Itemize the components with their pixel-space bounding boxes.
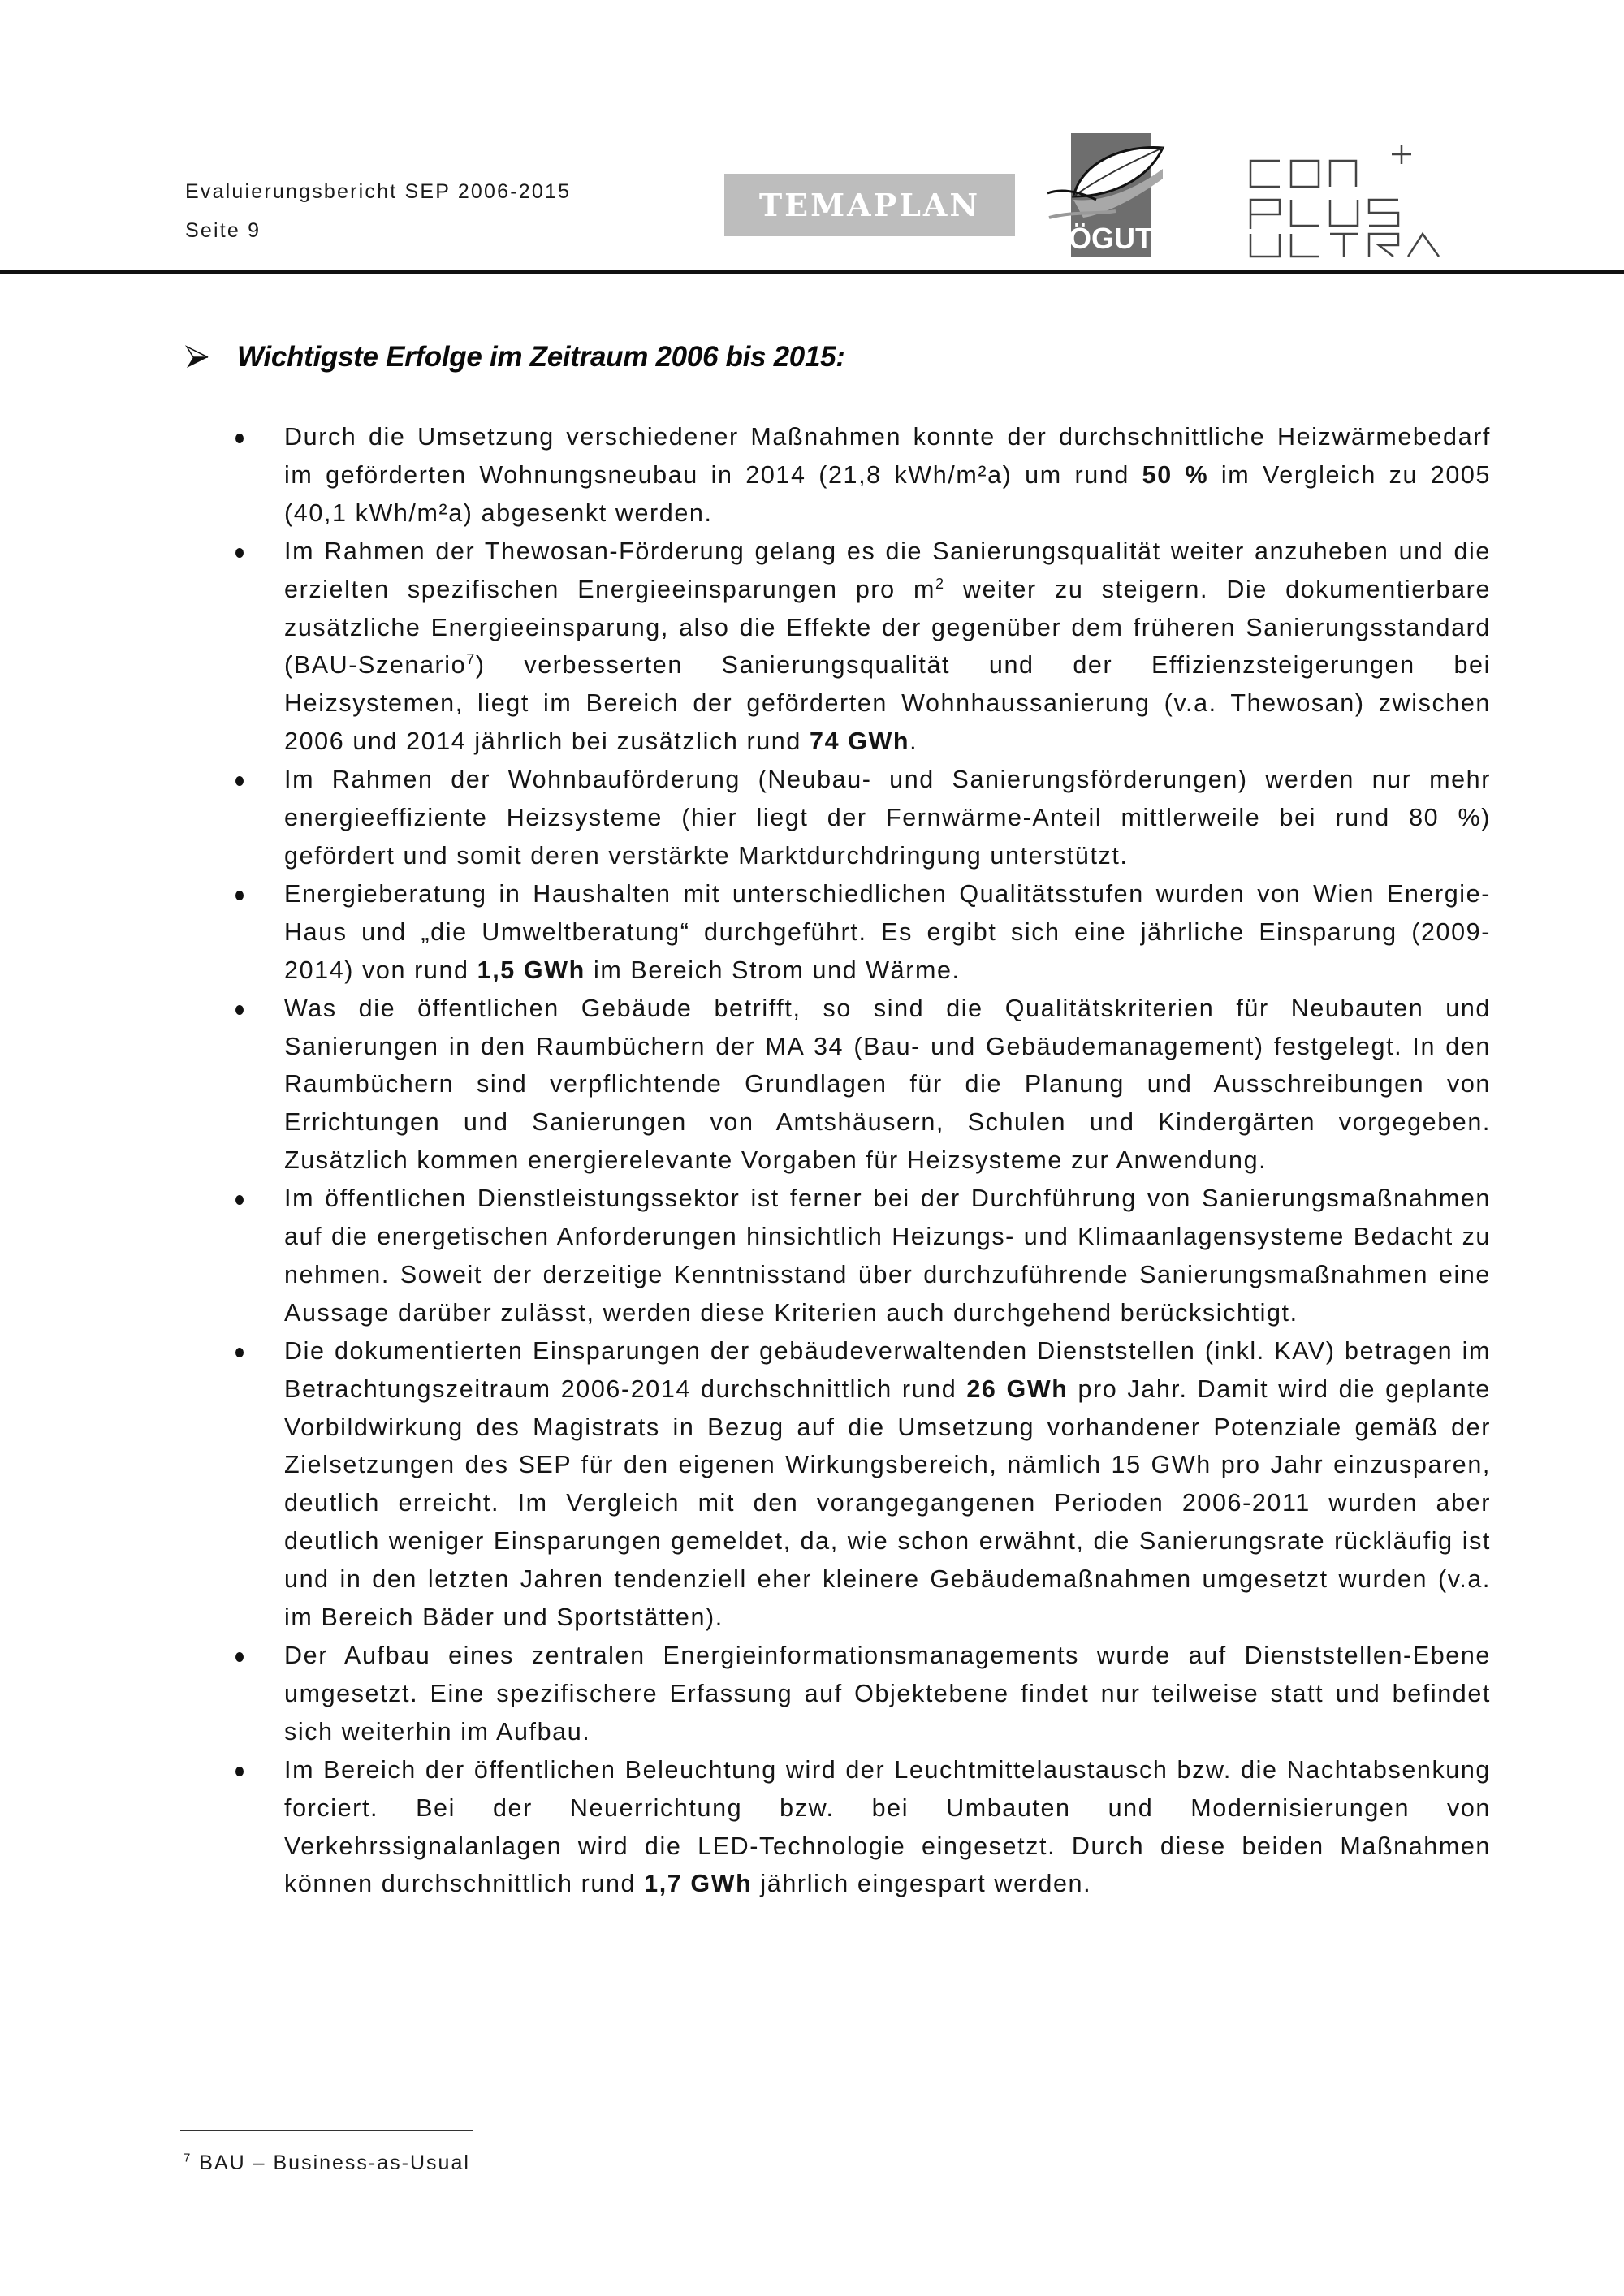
header-divider bbox=[0, 270, 1624, 274]
temaplan-logo-text: TEMAPLAN bbox=[758, 187, 981, 223]
list-item bbox=[235, 1751, 1491, 1904]
bullet-icon bbox=[235, 1195, 244, 1205]
ogut-logo bbox=[1041, 130, 1179, 260]
list-item-text: Im öffentlichen Dienstleistungssektor ist ferner bei der Durchführung von Sanierungsmaßnahmen auf die energetischen Anforderungen hinsichtlich Heizungs- und Klimaanlagensysteme Bedacht zu nehmen. Soweit der derzeitige Kenntnisstand über durchzuführende Sanierungsmaßnahmen eine Aussage darüber zulässt, werden diese Kriterien auch durchgehend berücksichtigt. bbox=[284, 1185, 1491, 1327]
highlight-value: 1,7 GWh bbox=[644, 1870, 753, 1898]
footnote bbox=[184, 2151, 470, 2175]
document-title: Evaluierungsbericht SEP 2006-2015 bbox=[185, 180, 572, 203]
list-item-text: . bbox=[909, 727, 918, 756]
ogut-logo-text: ÖGUT bbox=[1069, 222, 1153, 255]
bullet-icon bbox=[235, 1348, 244, 1357]
section-heading bbox=[185, 341, 845, 373]
bullet-icon bbox=[235, 548, 244, 558]
footnote-divider bbox=[180, 2130, 473, 2131]
bullet-icon bbox=[235, 434, 244, 443]
list-item-text: weiter zu steigern. Die dokumentierbare zusätzliche Energieeinsparung, also die Effekte der gegenüber dem früheren Sanierungsstandard (BAU-Szenario bbox=[284, 575, 1492, 680]
highlight-value: 1,5 GWh bbox=[477, 956, 585, 984]
list-item-text: pro Jahr. Damit wird die geplante Vorbildwirkung des Magistrats in Bezug auf die Umsetzung vorhandener Potenziale gemäß der Zielsetzungen des SEP für den eigenen Wirkungsbereich, nämlich 15 GWh pro Jahr einzusparen, deutlich erreicht. Im Vergleich mit den vorangegangenen Perioden 2006-2011 wurden aber deutlich weniger Einsparungen gemeldet, da, wie schon erwähnt, die Sanierungsrate rückläufig ist und in den letzten Jahren tendenziell eher kleinere Gebäudemaßnahmen umgesetzt wurden (v.a. im Bereich Bäder und Sportstätten). bbox=[284, 1375, 1491, 1632]
highlight-value: 50 % bbox=[1142, 460, 1209, 489]
footnote-number: 7 bbox=[184, 2151, 192, 2165]
superscript: 2 bbox=[935, 575, 945, 592]
temaplan-logo bbox=[724, 174, 1015, 236]
list-item-text: Im Rahmen der Wohnbauförderung (Neubau- und Sanierungsförderungen) werden nur mehr energieeffiziente Heizsysteme (hier liegt der Fernwärme-Anteil mittlerweile bei rund 80 %) gefördert und somit deren verstärkte Marktdurchdringung unterstützt. bbox=[284, 766, 1491, 870]
achievements-list bbox=[235, 418, 1491, 1903]
superscript: 7 bbox=[466, 651, 476, 668]
list-item-text: ) verbesserten Sanierungsqualität und der Effizienzsteigerungen bei Heizsystemen, liegt im Bereich der geförderten Wohnhaussanierung (v.a. Thewosan) zwischen 2006 und 2014 jährlich bei zusätzlich rund bbox=[284, 651, 1491, 756]
bullet-icon bbox=[235, 1767, 244, 1776]
bullet-icon bbox=[235, 891, 244, 900]
list-item-text: im Bereich Strom und Wärme. bbox=[585, 956, 961, 984]
footnote-text: BAU – Business-as-Usual bbox=[192, 2151, 470, 2174]
highlight-value: 26 GWh bbox=[966, 1375, 1069, 1403]
bullet-icon bbox=[235, 1005, 244, 1015]
bullet-icon bbox=[235, 1652, 244, 1662]
section-heading-text: Wichtigste Erfolge im Zeitraum 2006 bis 2015: bbox=[237, 341, 845, 373]
leaf-icon bbox=[1041, 130, 1179, 260]
list-item-text: Energieberatung in Haushalten mit unterschiedlichen Qualitätsstufen wurden von Wien Energie-Haus und „die Umweltberatung“ durchgeführt. Es ergibt sich eine jährliche Einsparung (2009-2014) von rund bbox=[284, 879, 1491, 984]
list-item-text: Der Aufbau eines zentralen Energieinformationsmanagements wurde auf Dienststellen-Ebene umgesetzt. Eine spezifischere Erfassung auf Objektebene findet nur teilweise statt und befindet sich weiterhin im Aufbau. bbox=[284, 1642, 1491, 1746]
list-item-text: Im Bereich der öffentlichen Beleuchtung wird der Leuchtmittelaustausch bzw. die Nachtabsenkung forciert. Bei der Neuerrichtung bzw. bei Umbauten und Modernisierungen von Verkehrssignalanlagen wird die LED-Technologie eingesetzt. Durch diese beiden Maßnahmen können durchschnittlich rund bbox=[284, 1755, 1491, 1898]
list-item bbox=[235, 1332, 1491, 1637]
list-item bbox=[235, 875, 1491, 990]
list-item-text: Durch die Umsetzung verschiedener Maßnahmen konnte der durchschnittliche Heizwärmebedarf im geförderten Wohnungsneubau in 2014 (21,8 kWh/m²a) um rund bbox=[284, 423, 1491, 489]
list-item-text: Was die öffentlichen Gebäude betrifft, so sind die Qualitätskriterien für Neubauten und Sanierungen in den Raumbüchern der MA 34 (Bau- und Gebäudemanagement) festgelegt. In den Raumbüchern sind verpflichtende Grundlagen für die Planung und Ausschreibungen von Errichtungen und Sanierungen von Amtshäusern, Schulen und Kindergärten vorgegeben. Zusätzlich kommen energierelevante Vorgaben für Heizsysteme zur Anwendung. bbox=[284, 994, 1491, 1175]
list-item bbox=[235, 761, 1491, 875]
bullet-icon bbox=[235, 776, 244, 786]
list-item bbox=[235, 533, 1491, 761]
list-item bbox=[235, 1180, 1491, 1332]
list-item bbox=[235, 418, 1491, 533]
list-item bbox=[235, 1637, 1491, 1751]
page-number: Seite 9 bbox=[185, 219, 261, 242]
list-item-text: im Vergleich zu 2005 (40,1 kWh/m²a) abgesenkt werden. bbox=[284, 460, 1492, 527]
highlight-value: 74 GWh bbox=[810, 727, 910, 756]
list-item-text: Die dokumentierten Einsparungen der gebäudeverwaltenden Dienststellen (inkl. KAV) betragen im Betrachtungszeitraum 2006-2014 durchschnittlich rund bbox=[284, 1336, 1491, 1403]
list-item bbox=[235, 990, 1491, 1180]
list-item-text: jährlich eingespart werden. bbox=[752, 1870, 1092, 1898]
list-item-text: Im Rahmen der Thewosan-Förderung gelang es die Sanierungsqualität weiter anzuheben und die erzielten spezifischen Energieeinsparungen pro m bbox=[284, 537, 1491, 603]
arrow-bullet-icon bbox=[185, 345, 209, 369]
conplusultra-logo bbox=[1249, 138, 1460, 260]
